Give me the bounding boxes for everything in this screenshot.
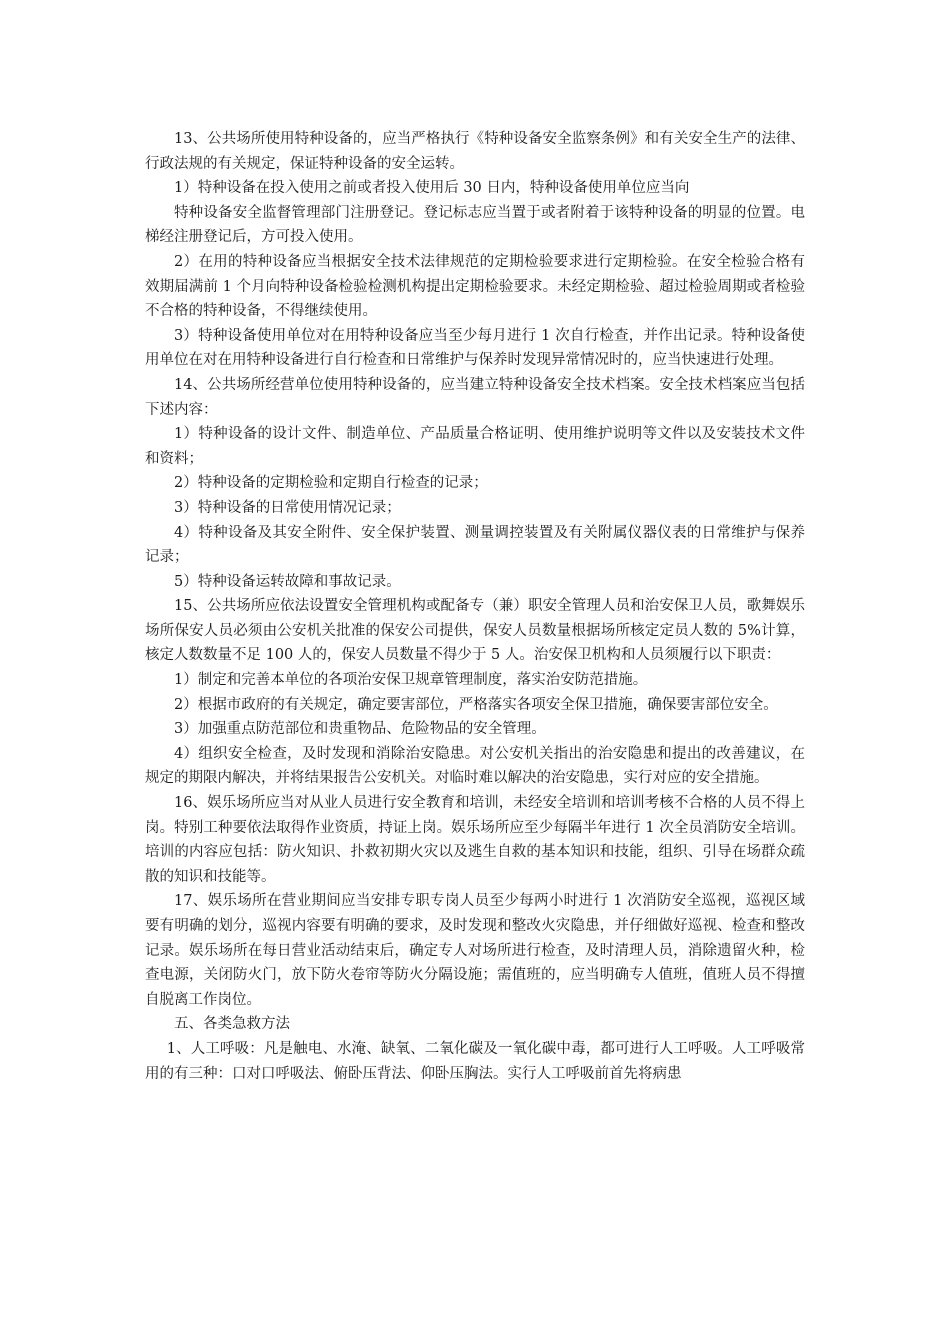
paragraph-13-1-cont: 特种设备安全监督管理部门注册登记。登记标志应当置于或者附着于该特种设备的明显的位置。电梯经注册登记后，方可投入使用。 [145,204,805,246]
paragraph-13-1: 1）特种设备在投入使用之前或者投入使用后 30 日内，特种设备使用单位应当向 [174,180,690,197]
paragraph-14: 14、公共场所经营单位使用特种设备的，应当建立特种设备安全技术档案。安全技术档案应当包括下述内容： [145,376,805,418]
paragraph-15: 15、公共场所应依法设置安全管理机构或配备专（兼）职安全管理人员和治安保卫人员，歌舞娱乐场所保安人员必须由公安机关批准的保安公司提供，保安人员数量根据场所核定定员人数的 5%计算，核定人数数量不足 100 人的，保安人员数量不得少于 5 人。治安保卫机构和人员须履行以下职责： [145,598,805,664]
paragraph-13-3: 3）特种设备使用单位对在用特种设备应当至少每月进行 1 次自行检查，并作出记录。特种设备使用单位在对在用特种设备进行自行检查和日常维护与保养时发现异常情况时的，应当快速进行处理。 [145,327,805,369]
paragraph-16: 16、娱乐场所应当对从业人员进行安全教育和培训，未经安全培训和培训考核不合格的人员不得上岗。特别工种要依法取得作业资质，持证上岗。娱乐场所应至少每隔半年进行 1 次全员消防安全培训。培训的内容应包括：防火知识、扑救初期火灾以及逃生自救的基本知识和技能，组织、引导在场群众疏散的知识和技能等。 [145,795,805,885]
paragraph-first-aid-1: 1、人工呼吸：凡是触电、水淹、缺氧、二氧化碳及一氧化碳中毒，都可进行人工呼吸。人工呼吸常用的有三种：口对口呼吸法、俯卧压背法、仰卧压胸法。实行人工呼吸前首先将病患 [145,1040,805,1082]
paragraph-14-4: 4）特种设备及其安全附件、安全保护装置、测量调控装置及有关附属仪器仪表的日常维护与保养记录； [145,524,805,566]
paragraph-13: 13、公共场所使用特种设备的，应当严格执行《特种设备安全监察条例》和有关安全生产的法律、行政法规的有关规定，保证特种设备的安全运转。 [145,131,805,172]
section-heading-5: 五、各类急救方法 [174,1016,290,1033]
paragraph-14-1: 1）特种设备的设计文件、制造单位、产品质量合格证明、使用维护说明等文件以及安装技术文件和资料； [145,426,805,467]
paragraph-17: 17、娱乐场所在营业期间应当安排专职专岗人员至少每两小时进行 1 次消防安全巡视，巡视区域要有明确的划分，巡视内容要有明确的要求，及时发现和整改火灾隐患，并仔细做好巡视、检查和整改记录。娱乐场所在每日营业活动结束后，确定专人对场所进行检查，及时清理人员，消除遗留火种，检查电源，关闭防火门，放下防火卷帘等防火分隔设施；需值班的，应当明确专人值班，值班人员不得擅自脱离工作岗位。 [145,893,805,1008]
paragraph-14-3: 3）特种设备的日常使用情况记录； [174,499,401,516]
paragraph-15-3: 3）加强重点防范部位和贵重物品、危险物品的安全管理。 [174,721,546,738]
document-body [145,127,805,1086]
paragraph-14-5: 5）特种设备运转故障和事故记录。 [174,573,401,590]
paragraph-15-4: 4）组织安全检查，及时发现和消除治安隐患。对公安机关指出的治安隐患和提出的改善建议，在规定的期限内解决，并将结果报告公安机关。对临时难以解决的治安隐患，实行对应的安全措施。 [145,745,805,787]
paragraph-14-2: 2）特种设备的定期检验和定期自行检查的记录； [174,475,488,492]
paragraph-15-1: 1）制定和完善本单位的各项治安保卫规章管理制度，落实治安防范措施。 [174,672,648,689]
paragraph-13-2: 2）在用的特种设备应当根据安全技术法律规范的定期检验要求进行定期检验。在安全检验合格有效期届满前 1 个月向特种设备检验检测机构提出定期检验要求。未经定期检验、超过检验周期或者检验不合格的特种设备，不得继续使用。 [145,253,805,320]
paragraph-15-2: 2）根据市政府的有关规定，确定要害部位，严格落实各项安全保卫措施，确保要害部位安全。 [174,696,778,713]
